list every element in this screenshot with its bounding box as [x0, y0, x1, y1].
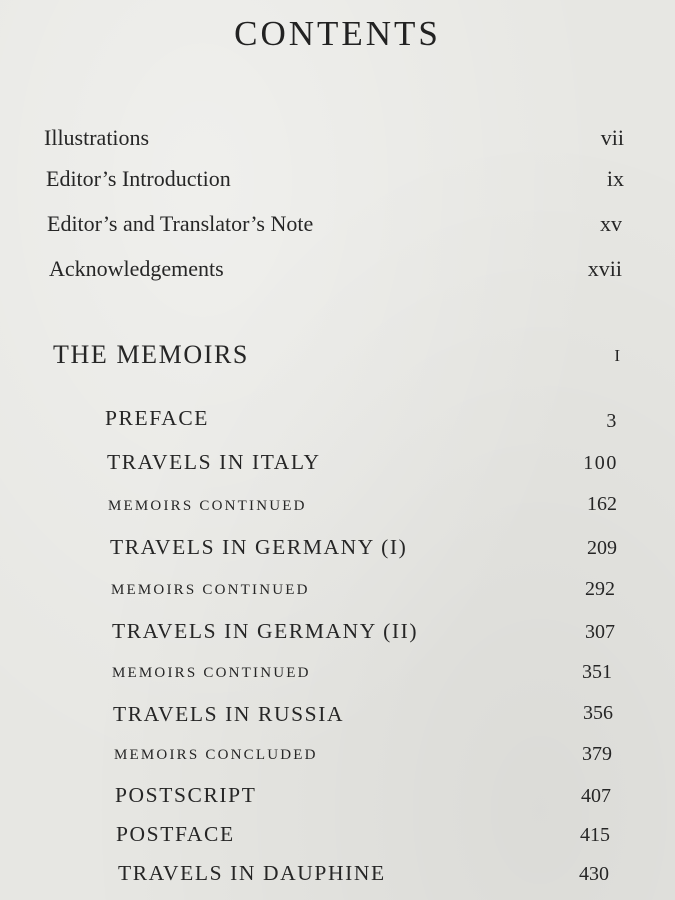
- toc-chapter-travels-in-germany-ii: [112, 619, 615, 647]
- toc-chapter-label: TRAVELS IN ITALY: [107, 450, 321, 474]
- toc-chapter-label: MEMOIRS CONTINUED: [108, 498, 307, 514]
- page-title: CONTENTS: [234, 14, 441, 53]
- toc-entry-editors-and-translators-note: [47, 211, 627, 239]
- toc-entry-page: vii: [600, 125, 624, 150]
- toc-entry-label: Illustrations: [44, 125, 150, 150]
- toc-entry-label: Acknowledgements: [49, 256, 224, 281]
- toc-chapter-label: POSTSCRIPT: [115, 783, 257, 807]
- toc-chapter-page: 430: [579, 863, 609, 885]
- toc-entry-page: ix: [606, 166, 624, 191]
- toc-entry-acknowledgements: [49, 256, 625, 284]
- toc-chapter-travels-in-russia: [113, 702, 613, 730]
- toc-chapter-page: 3: [606, 410, 618, 432]
- toc-part-page: I: [614, 346, 620, 365]
- toc-chapter-label: TRAVELS IN GERMANY (I): [110, 535, 408, 559]
- toc-chapter-page: 379: [582, 743, 612, 765]
- toc-entry-label: Editor’s Introduction: [46, 166, 231, 191]
- toc-chapter-label: MEMOIRS CONCLUDED: [114, 747, 318, 763]
- toc-chapter-memoirs-continued-3: [112, 661, 612, 689]
- toc-entry-page: xv: [600, 211, 622, 236]
- toc-chapter-label: POSTFACE: [116, 822, 235, 846]
- toc-chapter-label: TRAVELS IN GERMANY (II): [112, 619, 419, 643]
- toc-chapter-travels-in-italy: [107, 450, 620, 478]
- toc-chapter-page: 407: [581, 785, 611, 807]
- toc-entry-label: Editor’s and Translator’s Note: [47, 211, 314, 236]
- toc-chapter-postscript: [115, 783, 611, 811]
- toc-entry-page: xvii: [587, 256, 622, 281]
- toc-chapter-page: 356: [583, 702, 613, 724]
- toc-chapter-label: PREFACE: [105, 406, 209, 430]
- toc-entry-editors-introduction: [46, 166, 628, 194]
- toc-chapter-label: MEMOIRS CONTINUED: [111, 582, 310, 598]
- toc-chapter-memoirs-continued-1: [108, 493, 618, 522]
- toc-chapter-postface: [116, 822, 610, 850]
- toc-chapter-page: 351: [582, 661, 612, 683]
- toc-chapter-page: 100: [583, 452, 618, 474]
- toc-chapter-memoirs-concluded: [114, 743, 612, 771]
- toc-chapter-preface: [105, 406, 620, 434]
- toc-chapter-travels-in-dauphine: [118, 861, 609, 889]
- toc-chapter-page: 415: [580, 824, 610, 846]
- toc-chapter-page: 162: [587, 493, 617, 515]
- toc-chapter-memoirs-continued-2: [111, 578, 615, 606]
- toc-chapter-label: MEMOIRS CONTINUED: [112, 665, 311, 681]
- toc-chapter-label: TRAVELS IN RUSSIA: [113, 702, 345, 726]
- toc-chapter-page: 292: [585, 578, 615, 600]
- toc-part-label: THE MEMOIRS: [53, 340, 249, 369]
- toc-chapter-page: 307: [585, 621, 615, 643]
- toc-part-the-memoirs: [53, 340, 625, 372]
- toc-chapter-label: TRAVELS IN DAUPHINE: [118, 861, 386, 885]
- toc-chapter-travels-in-germany-i: [110, 535, 617, 563]
- toc-chapter-page: 209: [587, 537, 617, 559]
- toc-entry-illustrations: [44, 125, 626, 153]
